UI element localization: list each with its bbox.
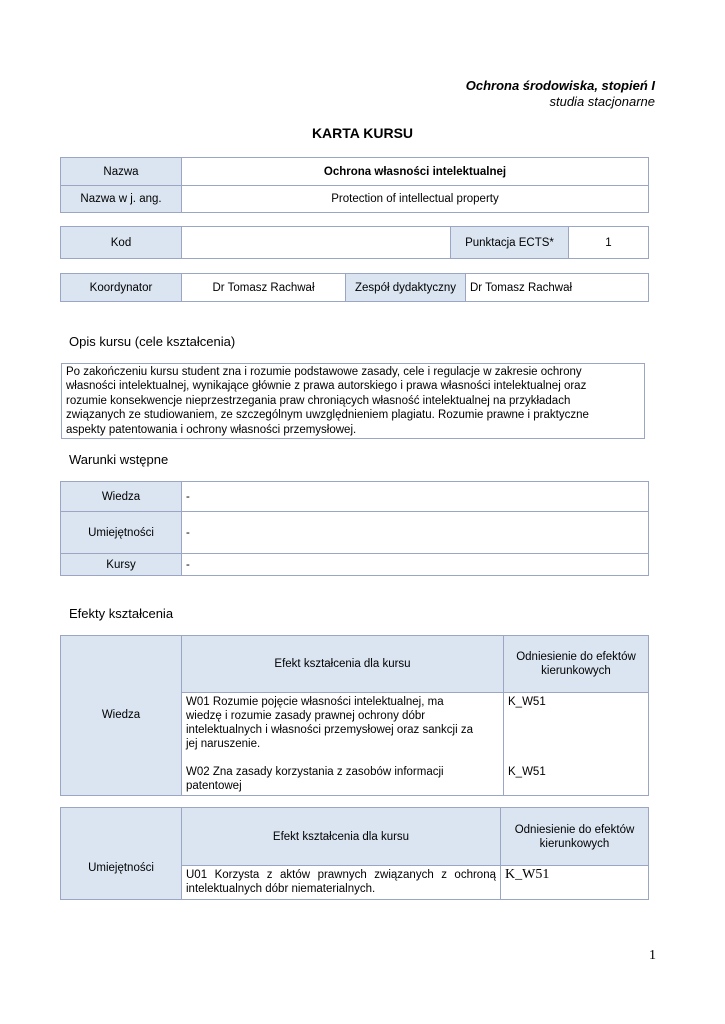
outcome-u01-ref: K_W51 — [501, 866, 649, 900]
reference-column-header — [504, 636, 649, 693]
course-name: Ochrona własności intelektualnej — [182, 158, 649, 186]
course-code — [182, 227, 451, 259]
course-name-en: Protection of intellectual property — [182, 186, 649, 213]
prerequisites-table — [60, 481, 649, 576]
description-line: własności intelektualnej, wynikające głównie z prawa autorskiego i prawa własności intelektualnej oraz — [66, 380, 587, 393]
outcome-line: patentowej — [186, 779, 242, 792]
outcome-w02-ref: K_W51 — [504, 763, 649, 796]
coordinator-table — [60, 273, 649, 302]
outcome-line: intelektualnych dóbr niematerialnych. — [186, 883, 376, 895]
coordinator-label: Koordynator — [61, 274, 182, 302]
ects-value: 1 — [569, 227, 649, 259]
knowledge-label: Wiedza — [61, 636, 182, 796]
outcome-line: W01 Rozumie pojęcie własności intelektualnej, ma — [186, 696, 444, 708]
outcomes-skills-table — [60, 807, 649, 900]
ects-label: Punktacja ECTS* — [451, 227, 569, 259]
outcome-w01-ref: K_W51 — [504, 693, 649, 763]
prereq-knowledge-label: Wiedza — [61, 482, 182, 512]
outcome-line: intelektualnych i własności przemysłowej oraz sankcji za — [186, 724, 473, 736]
outcome-line: U01 Korzysta z aktów prawnych związanych z ochroną — [186, 869, 496, 881]
team-label: Zespół dydaktyczny — [346, 274, 466, 302]
prereq-courses-label: Kursy — [61, 554, 182, 576]
team-name: Dr Tomasz Rachwał — [466, 274, 649, 302]
prerequisites-heading: Warunki wstępne — [69, 452, 169, 467]
program-name: Ochrona środowiska, stopień I — [465, 78, 655, 93]
description-box — [61, 363, 645, 439]
outcome-line: jej naruszenie. — [186, 738, 261, 750]
reference-column-header — [501, 808, 649, 866]
code-label: Kod — [61, 227, 182, 259]
outcomes-heading: Efekty kształcenia — [69, 606, 174, 621]
name-label: Nazwa — [61, 158, 182, 186]
outcome-line: W02 Zna zasady korzystania z zasobów informacji — [186, 765, 444, 778]
page-number: 1 — [649, 948, 656, 963]
outcome-w02 — [182, 763, 504, 796]
page-title: KARTA KURSU — [311, 125, 414, 141]
outcome-u01 — [182, 866, 501, 900]
code-table — [60, 226, 649, 259]
description-line: związanych ze studiowaniem, ze szczególnym uwzględnieniem plagiatu. Rozumie prawne i praktyczne — [66, 409, 589, 422]
description-heading: Opis kursu (cele kształcenia) — [69, 334, 236, 349]
description-line: rozumie konsekwencje nieprzestrzegania praw chroniących własność intelektualnej na przykładach — [66, 394, 571, 407]
reference-header-line: kierunkowych — [541, 665, 611, 677]
reference-header-line: Odniesienie do efektów — [516, 651, 636, 663]
outcome-w01 — [182, 693, 504, 763]
prereq-courses-value: - — [182, 554, 649, 576]
prereq-knowledge-value: - — [182, 482, 649, 512]
effect-column-header: Efekt kształcenia dla kursu — [182, 636, 504, 693]
effect-column-header: Efekt kształcenia dla kursu — [182, 808, 501, 866]
course-name-table — [60, 157, 649, 213]
skills-label: Umiejętności — [61, 808, 182, 900]
prereq-skills-label: Umiejętności — [61, 512, 182, 554]
description-line: aspekty patentowania i ochrony własności przemysłowej. — [66, 423, 357, 436]
prereq-skills-value: - — [182, 512, 649, 554]
study-mode: studia stacjonarne — [549, 94, 655, 109]
outcomes-knowledge-table — [60, 635, 649, 796]
outcome-line: wiedzę i rozumie zasady prawnej ochrony dóbr — [186, 710, 426, 722]
name-en-label: Nazwa w j. ang. — [61, 186, 182, 213]
coordinator-name: Dr Tomasz Rachwał — [182, 274, 346, 302]
description-line: Po zakończeniu kursu student zna i rozumie podstawowe zasady, cele i regulacje w zakresie ochrony — [66, 366, 582, 378]
reference-header-line: Odniesienie do efektów — [514, 823, 635, 836]
reference-header-line: kierunkowych — [539, 837, 610, 850]
